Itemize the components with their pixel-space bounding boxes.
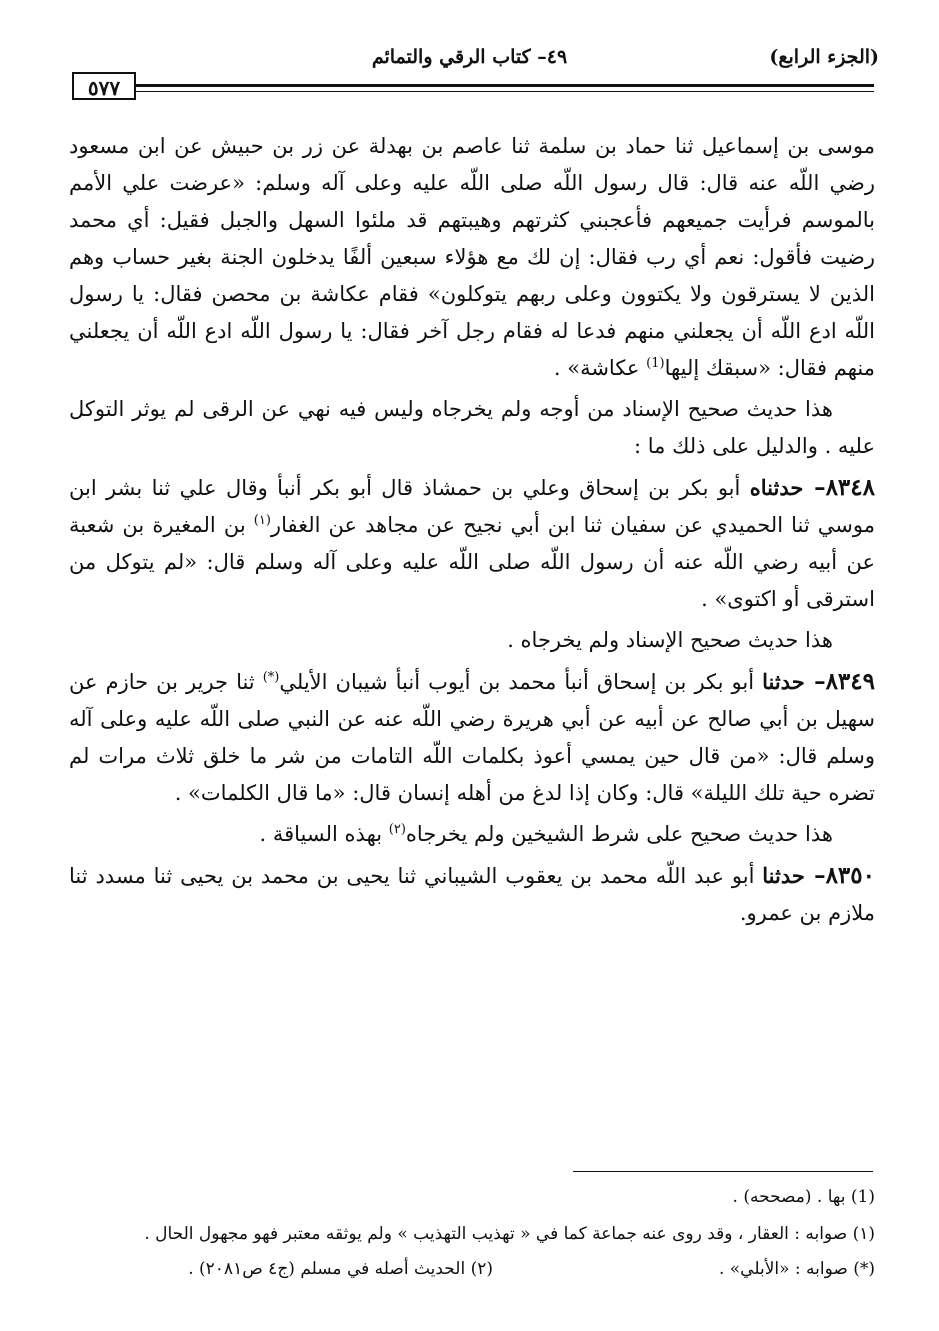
footnote-marker: (١) — [253, 513, 271, 528]
hadith-lead-word: حدثنا — [762, 669, 805, 694]
paragraph-commentary — [69, 622, 875, 659]
paragraph-hadith-8350 — [69, 857, 875, 932]
hadith-number: ٨٣٥٠– — [804, 862, 875, 889]
footnote-separator — [573, 1171, 873, 1172]
main-text — [69, 128, 875, 936]
footnote-marker: (*) — [262, 670, 280, 685]
paragraph-text: بن المغيرة بن شعبة عن أبيه رضي اللّه عنه أن رسول اللّه صلى اللّه عليه وعلى آله وسلم قال: «لم يتوكل من استرقى أو اكتوى» . — [69, 513, 875, 611]
page-number-box: ٥٧٧ — [72, 72, 136, 100]
footnote-marker: (1) — [646, 356, 665, 371]
paragraph-text: هذا حديث صحيح الإسناد من أوجه ولم يخرجاه وليس فيه نهي عن الرقى لم يوثر التوكل عليه . والدليل على ذلك ما : — [69, 397, 875, 458]
footnote: (١) صوابه : العقار ، وقد روى عنه جماعة كما في « تهذيب التهذيب » ولم يوثقه معتبر فهو مجهول الحال . — [144, 1224, 875, 1244]
footnote: (1) بها . (مصححه) . — [732, 1187, 875, 1207]
paragraph-text: أبو بكر بن إسحاق أنبأ محمد بن أيوب أنبأ شيبان الأيلي — [279, 670, 763, 694]
header-chapter-title: ٤٩– كتاب الرقي والتمائم — [371, 46, 568, 68]
paragraph-text: موسى بن إسماعيل ثنا حماد بن سلمة ثنا عاصم بن بهدلة عن زر بن حبيش عن ابن مسعود رضي اللّه عنه قال: قال رسول اللّه صلى اللّه عليه وعلى آله وسلم: «عرضت علي الأمم بالموسم فرأيت جميعهم فأعجبني كثرتهم وهيبتهم قد ملئوا السهل والجبل فقيل: أي محمد رضيت فأقول: نعم أي رب فقال: إن لك مع هؤلاء سبعين ألفًا يدخلون الجنة بغير حساب وهم الذين لا يسترقون ولا يكتوون وعلى ربهم يتوكلون» فقام عكاشة بن محصن فقال: يا رسول اللّه ادع اللّه أن يجعلني منهم فدعا له فقام رجل آخر فقال: يا رسول اللّه ادع اللّه أن يجعلني منهم فقال: «سبقك إليها — [69, 134, 875, 380]
hadith-lead-word: حدثناه — [749, 475, 804, 500]
hadith-number: ٨٣٤٨– — [803, 474, 875, 501]
paragraph-hadith-8348 — [69, 469, 875, 618]
footnote: (٢) الحديث أصله في مسلم (ج٤ ص٢٠٨١) . — [188, 1259, 493, 1279]
paragraph-commentary — [69, 816, 875, 853]
paragraph-text: بهذه السياقة . — [259, 822, 389, 846]
paragraph-hadith-continuation — [69, 128, 875, 387]
paragraph-text: ثنا جرير بن حازم عن سهيل بن أبي صالح عن أبيه عن أبي هريرة رضي اللّه عنه عن النبي صلى اللّه عليه وعلى آله وسلم قال: «من قال حين يمسي أعوذ بكلمات اللّه التامات من شر ما خلق ثلاث مرات لم تضره حية تلك الليلة» قال: وكان إذا لدغ من أهله إنسان قال: «ما قال الكلمات» . — [69, 670, 875, 805]
paragraph-text: أبو عبد اللّه محمد بن يعقوب الشيباني ثنا يحيى بن محمد بن يحيى ثنا مسدد ثنا ملازم بن عمرو. — [69, 864, 875, 925]
paragraph-text: هذا حديث صحيح على شرط الشيخين ولم يخرجاه — [405, 822, 833, 846]
hadith-number: ٨٣٤٩– — [804, 668, 875, 695]
footnote-marker: (٢) — [388, 822, 406, 837]
hadith-lead-word: حدثنا — [762, 863, 805, 888]
paragraph-text: عكاشة» . — [553, 356, 647, 380]
header-rule-thin — [136, 91, 874, 92]
paragraph-text: أبو بكر بن إسحاق وعلي بن حمشاذ قال أبو بكر أنبأ وقال علي ثنا بشر ابن موسي ثنا الحميدي عن سفيان ثنا ابن أبي نجيح عن مجاهد عن الغفار — [69, 476, 875, 537]
footnote: (*) صوابه : «الأبلي» . — [718, 1259, 875, 1279]
header-rule-thick — [136, 84, 874, 87]
paragraph-text: هذا حديث صحيح الإسناد ولم يخرجاه . — [507, 628, 833, 652]
paragraph-commentary — [69, 391, 875, 465]
paragraph-hadith-8349 — [69, 663, 875, 812]
header-part-title: (الجزء الرابع) — [769, 46, 879, 68]
